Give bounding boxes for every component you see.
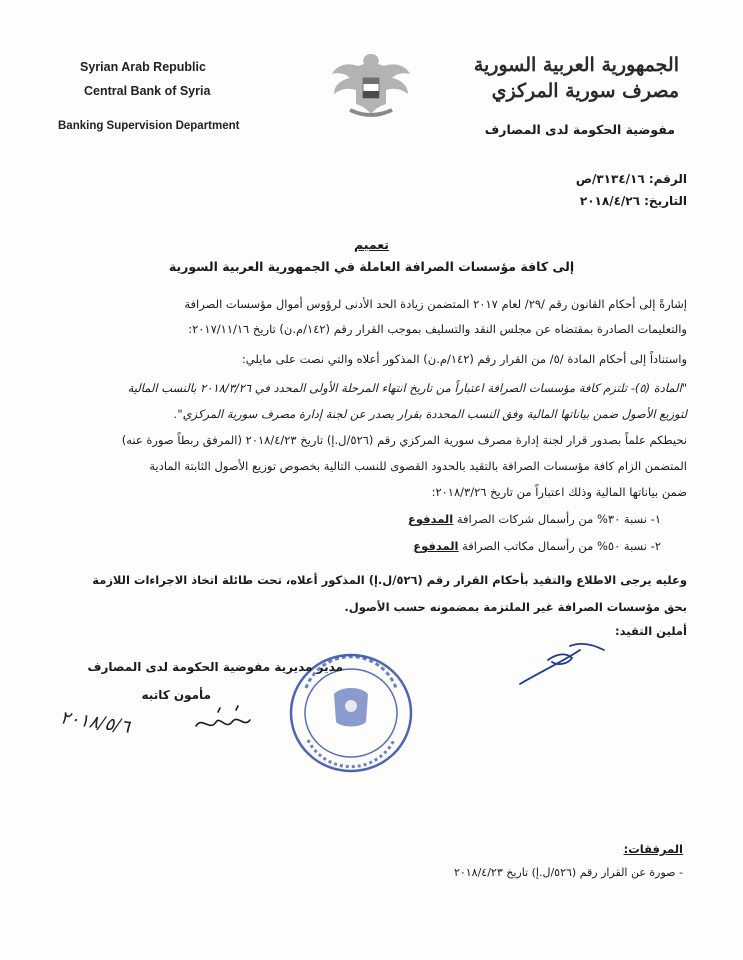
attachment-item: - صورة عن القرار رقم (٥٢٦/ل.إ) تاريخ ٢٠١٨/٤/٢٣ <box>453 866 683 879</box>
body-paragraph-3-line-2: المتضمن الزام كافة مؤسسات الصرافة بالتقيد بالحدود القصوى للنسب التالية بخصوص توزيع الأصول الثابتة المادية <box>149 459 687 473</box>
body-paragraph-3-line-1: نحيطكم علماً بصدور قرار لجنة إدارة مصرف سورية المركزي رقم (٥٢٦/ل.إ) تاريخ ٢٠١٨/٤/٢٣ (المرفق ربطاً صورة عنه) <box>121 433 687 447</box>
list-item-2-emphasis: المدفوع <box>413 539 459 553</box>
handwritten-initials <box>510 632 610 692</box>
closing-line: أملين التقيد: <box>615 624 687 638</box>
list-item-1-emphasis: المدفوع <box>407 512 454 526</box>
body-paragraph-1-line-2: والتعليمات الصادرة بمقتضاه عن مجلس النقد والتسليف بموجب القرار رقم (١٤٢/م.ن) تاريخ ٢٠١٧/١١/١٦: <box>188 322 687 336</box>
header-en-department: Banking Supervision Department <box>58 120 240 132</box>
header-ar-republic: الجمهورية العربية السورية <box>473 54 679 76</box>
body-paragraph-1-line-1: إشارةً إلى أحكام القانون رقم /٢٩/ لعام ٢٠١٧ المتضمن زيادة الحد الأدنى لرؤوس أموال مؤسسات الصرافة <box>184 297 687 311</box>
header-ar-department: مفوضية الحكومة لدى المصارف <box>484 122 675 137</box>
body-paragraph-4-line-2: بحق مؤسسات الصرافة غير الملتزمة بمضمونه حسب الأصول. <box>344 600 687 614</box>
handwritten-date: ٢٠١٨/٥/٦ <box>58 707 132 738</box>
circular-addressee: إلى كافة مؤسسات الصرافة العاملة في الجمهورية العربية السورية <box>168 259 575 274</box>
quoted-article-line-2: لتوزيع الأصول ضمن بياناتها المالية وفق النسب المحددة بقرار يصدر عن لجنة إدارة مصرف سورية المركزي". <box>173 407 687 421</box>
list-item-1 <box>21 512 661 526</box>
signatory-title: مدير مديرية مفوضية الحكومة لدى المصارف <box>87 660 343 674</box>
body-paragraph-4-line-1: وعليه يرجى الاطلاع والتقيد بأحكام القرار رقم (٥٢٦/ل.إ) المذكور أعلاه، تحت طائلة اتخاذ الاجراءات اللازمة <box>92 573 687 587</box>
header-en-bank: Central Bank of Syria <box>84 84 211 98</box>
handwritten-signature <box>190 702 270 742</box>
header-en-republic: Syrian Arab Republic <box>80 60 206 74</box>
reference-number: الرقم: ٣١٣٤/١٦/ص <box>575 172 687 186</box>
attachments-label: المرفقات: <box>623 842 683 856</box>
list-item-2 <box>21 539 661 553</box>
signatory-name: مأمون كاتبه <box>141 688 211 702</box>
circular-title: تعميم <box>353 237 390 252</box>
coat-of-arms-emblem <box>328 48 414 124</box>
body-paragraph-3-line-3: ضمن بياناتها المالية وذلك اعتباراً من تاريخ ٢٠١٨/٣/٢٦: <box>431 485 687 499</box>
list-item-1-text: ١- نسبة ٣٠% من رأسمال شركات الصرافة <box>456 512 661 526</box>
list-item-2-text: ٢- نسبة ٥٠% من رأسمال مكاتب الصرافة <box>462 539 661 553</box>
body-paragraph-2: واستناداً إلى أحكام المادة /٥/ من القرار رقم (١٤٢/م.ن) المذكور أعلاه والتي نصت على مايلي: <box>241 352 687 366</box>
header-ar-bank: مصرف سورية المركزي <box>491 80 679 102</box>
quoted-article-line-1: "المادة (٥)- تلتزم كافة مؤسسات الصرافة اعتباراً من تاريخ انتهاء المرحلة الأولى المحدد في ٢٠١٨/٣/٢٦ بالنسب المالية <box>127 381 687 395</box>
document-date: التاريخ: ٢٠١٨/٤/٢٦ <box>579 194 687 208</box>
